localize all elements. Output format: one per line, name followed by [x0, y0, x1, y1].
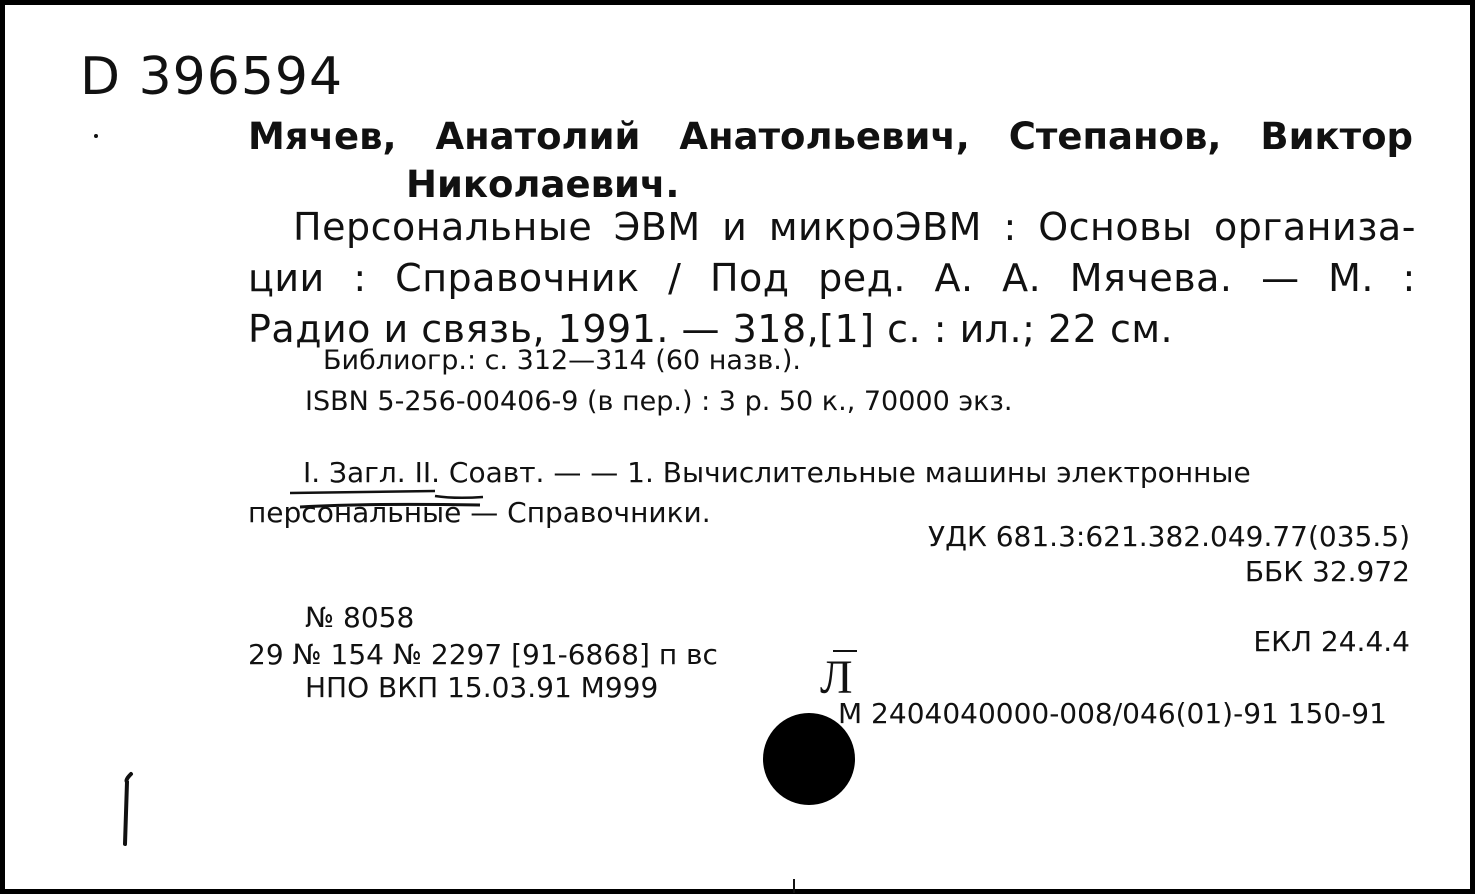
call-number: D 396594: [80, 47, 344, 107]
title-word: организа-: [1214, 205, 1416, 249]
title-description: [248, 202, 1416, 355]
title-word: Мячева.: [1069, 256, 1233, 300]
authors-line-2: Николаевич.: [406, 163, 680, 206]
tracings-line-1: I. Загл. II. Соавт. — — 1. Вычислительные машины электронные: [303, 456, 1251, 489]
title-line-1: [248, 202, 1416, 253]
title-word: Персональные: [293, 205, 593, 249]
author-word: Мячев,: [248, 115, 397, 158]
title-word: ции: [248, 256, 325, 300]
title-word: —: [1261, 256, 1300, 300]
pen-mark-underline: [285, 483, 505, 523]
title-word: Основы: [1038, 205, 1193, 249]
punch-hole: [763, 713, 855, 805]
authors-line-1: [248, 113, 1413, 161]
title-word: /: [668, 256, 682, 300]
index-code: М 2404040000-008/046(01)-91 150-91: [838, 697, 1387, 730]
author-word: Анатолий: [435, 115, 641, 158]
title-word: :: [353, 256, 367, 300]
bibliography-note: Библиогр.: с. 312—314 (60 назв.).: [323, 345, 801, 376]
ekl-code: ЕКЛ 24.4.4: [1253, 625, 1410, 658]
title-word: М.: [1328, 256, 1374, 300]
title-word: Справочник: [395, 256, 640, 300]
title-word: :: [1402, 256, 1416, 300]
npo-line: НПО ВКП 15.03.91 М999: [305, 671, 659, 704]
author-word: Степанов,: [1008, 115, 1222, 158]
letter-mark: Л: [820, 651, 853, 704]
bbk-code: ББК 32.972: [1244, 555, 1410, 588]
title-word: А.: [934, 256, 974, 300]
title-word: Под: [709, 256, 790, 300]
title-word: ЭВМ: [613, 205, 701, 249]
title-line-3: Радио и связь, 1991. — 318,[1] с. : ил.; 22 см.: [248, 307, 1174, 351]
pen-stroke: [117, 770, 137, 850]
scan-speck: [93, 133, 99, 139]
registry-number: № 8058: [305, 601, 415, 634]
registry-line: 29 № 154 № 2297 [91-6868] п вс: [248, 638, 718, 671]
isbn-note: ISBN 5-256-00406-9 (в пер.) : 3 р. 50 к., 70000 экз.: [305, 386, 1013, 417]
letter-mark-tick: [831, 645, 861, 657]
title-word: ред.: [818, 256, 906, 300]
author-word: Анатольевич,: [679, 115, 970, 158]
title-line-2: [248, 253, 1416, 304]
title-word: микроЭВМ: [768, 205, 982, 249]
tracings-line-2: персональные — Справочники.: [248, 496, 711, 529]
bottom-tick: [791, 879, 797, 893]
author-word: Виктор: [1260, 115, 1413, 158]
title-word: и: [722, 205, 748, 249]
title-word: А.: [1002, 256, 1042, 300]
authors-heading: [248, 113, 1413, 209]
udk-code: УДК 681.3:621.382.049.77(035.5): [928, 520, 1410, 553]
title-word: :: [1003, 205, 1017, 249]
